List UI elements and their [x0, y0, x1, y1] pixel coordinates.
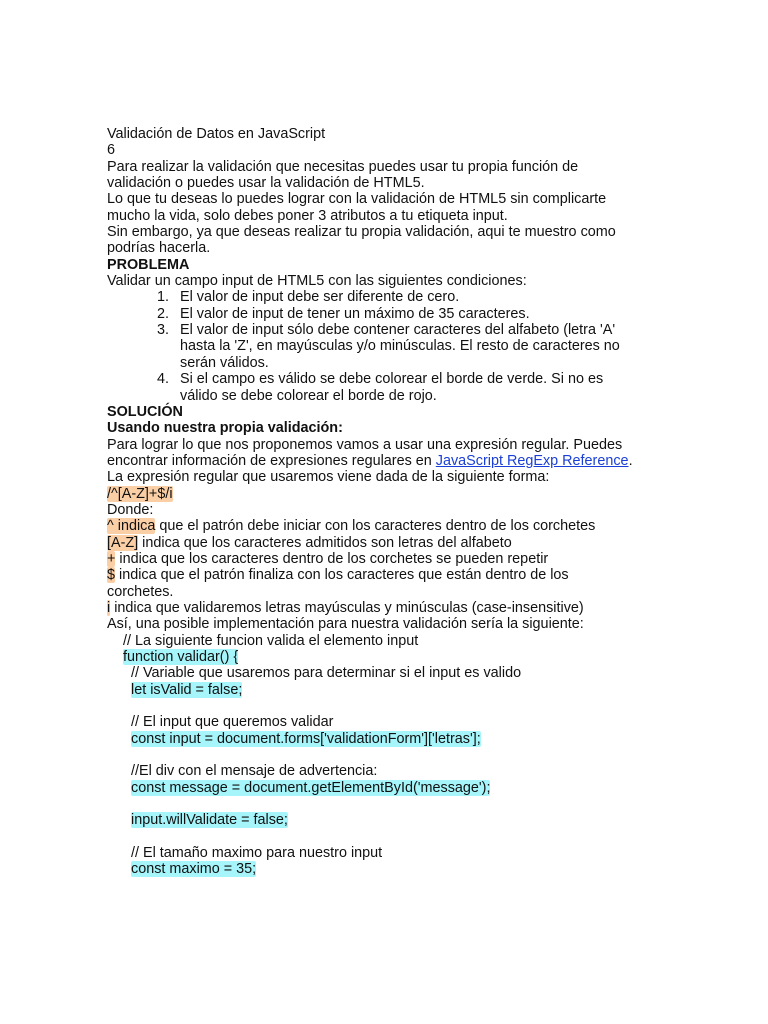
code-statement: function validar() {	[123, 649, 239, 665]
list-item-text: válido se debe colorear el borde de rojo.	[180, 387, 437, 404]
answer-number: 6	[107, 142, 116, 159]
implementation-lead: Así, una posible implementación para nuestra validación sería la siguiente:	[107, 616, 584, 633]
blank-line	[107, 698, 647, 714]
blank-line	[107, 747, 647, 763]
explanation-text: corchetes.	[107, 583, 174, 600]
document-page	[107, 126, 647, 878]
explanation-line	[107, 600, 647, 616]
regex-token: i	[107, 599, 111, 616]
regex-token: [A-Z]	[107, 534, 139, 551]
text-span: encontrar información de expresiones regulares en	[107, 452, 436, 469]
regex-lead: La expresión regular que usaremos viene dada de la siguiente forma:	[107, 469, 550, 486]
list-item-text: El valor de input sólo debe contener caracteres del alfabeto (letra 'A'	[180, 322, 616, 339]
text-line: validación o puedes usar la validación de HTML5.	[107, 175, 425, 192]
regex-token: ^ indica	[107, 518, 156, 535]
list-item-text: hasta la 'Z', en mayúsculas y/o minúsculas. El resto de caracteres no	[180, 338, 620, 355]
explanation-text: indica que los caracteres admitidos son letras del alfabeto	[138, 534, 512, 551]
code-statement: input.willValidate = false;	[131, 812, 288, 829]
regex-token: $	[107, 567, 116, 584]
regex-explanations	[107, 518, 647, 616]
code-line	[107, 731, 647, 747]
code-line	[107, 812, 647, 828]
intro-text	[107, 159, 647, 257]
list-item	[107, 289, 647, 305]
explanation-text: indica que el patrón finaliza con los caracteres que están dentro de los	[115, 567, 569, 584]
explanation-line	[107, 584, 647, 600]
solution-subheading: Usando nuestra propia validación:	[107, 420, 343, 437]
list-item-text: serán válidos.	[180, 354, 269, 371]
code-comment: // El input que queremos validar	[131, 714, 334, 731]
explanation-text: indica que validaremos letras mayúsculas y minúsculas (case-insensitive)	[110, 599, 584, 616]
list-number: 1.	[157, 289, 170, 306]
regexp-reference-link[interactable]: JavaScript RegExp Reference	[435, 452, 629, 469]
text-line: mucho la vida, solo debes poner 3 atributos a tu etiqueta input.	[107, 207, 508, 224]
list-number: 3.	[157, 322, 170, 339]
document-title: Validación de Datos en JavaScript	[107, 126, 326, 142]
code-comment: // La siguiente funcion valida el elemento input	[123, 632, 419, 649]
code-comment: //El div con el mensaje de advertencia:	[131, 763, 378, 780]
blank-line	[107, 796, 647, 812]
code-line	[107, 780, 647, 796]
code-statement: const input = document.forms['validationForm']['letras'];	[131, 730, 481, 747]
explanation-line	[107, 551, 647, 567]
list-number: 2.	[157, 305, 170, 322]
solution-heading: SOLUCIÓN	[107, 403, 183, 420]
text-line	[107, 453, 647, 469]
list-item-text: El valor de input debe ser diferente de cero.	[180, 289, 460, 306]
list-number: 4.	[157, 371, 170, 388]
explanation-text: indica que los caracteres dentro de los corchetes se pueden repetir	[115, 550, 549, 567]
problem-lead: Validar un campo input de HTML5 con las siguientes condiciones:	[107, 273, 527, 290]
conditions-list	[107, 289, 647, 403]
list-item	[107, 322, 647, 371]
list-item	[107, 306, 647, 322]
explanation-text: que el patrón debe iniciar con los caracteres dentro de los corchetes	[155, 518, 596, 535]
code-statement: const maximo = 35;	[131, 861, 257, 878]
text-line: podrías hacerla.	[107, 240, 211, 257]
regex-expression: /^[A-Z]+$/i	[107, 485, 173, 502]
text-line: Para realizar la validación que necesitas puedes usar tu propia función de	[107, 158, 579, 175]
list-item	[107, 371, 647, 404]
code-statement: const message = document.getElementById('message');	[131, 779, 491, 796]
regex-token: +	[107, 550, 116, 567]
code-line	[107, 649, 647, 665]
text-line: Lo que tu deseas lo puedes lograr con la validación de HTML5 sin complicarte	[107, 191, 607, 208]
code-comment: // Variable que usaremos para determinar si el input es valido	[131, 665, 522, 682]
text-line: Para lograr lo que nos proponemos vamos a usar una expresión regular. Puedes	[107, 436, 623, 453]
problem-heading: PROBLEMA	[107, 256, 190, 273]
text-span: .	[628, 452, 633, 469]
list-item-text: Si el campo es válido se debe colorear el borde de verde. Si no es	[180, 371, 604, 388]
donde-label: Donde:	[107, 501, 154, 518]
explanation-line	[107, 567, 647, 583]
text-line: Sin embargo, ya que deseas realizar tu propia validación, aqui te muestro como	[107, 224, 616, 241]
code-comment: // El tamaño maximo para nuestro input	[131, 845, 383, 862]
regex-line	[107, 486, 647, 502]
explanation-line	[107, 518, 647, 534]
explanation-line	[107, 535, 647, 551]
code-statement: let isValid = false;	[131, 681, 243, 698]
list-item-text: El valor de input de tener un máximo de 35 caracteres.	[180, 305, 530, 322]
code-block	[107, 633, 647, 878]
code-line	[107, 682, 647, 698]
code-line	[107, 861, 647, 877]
blank-line	[107, 829, 647, 845]
